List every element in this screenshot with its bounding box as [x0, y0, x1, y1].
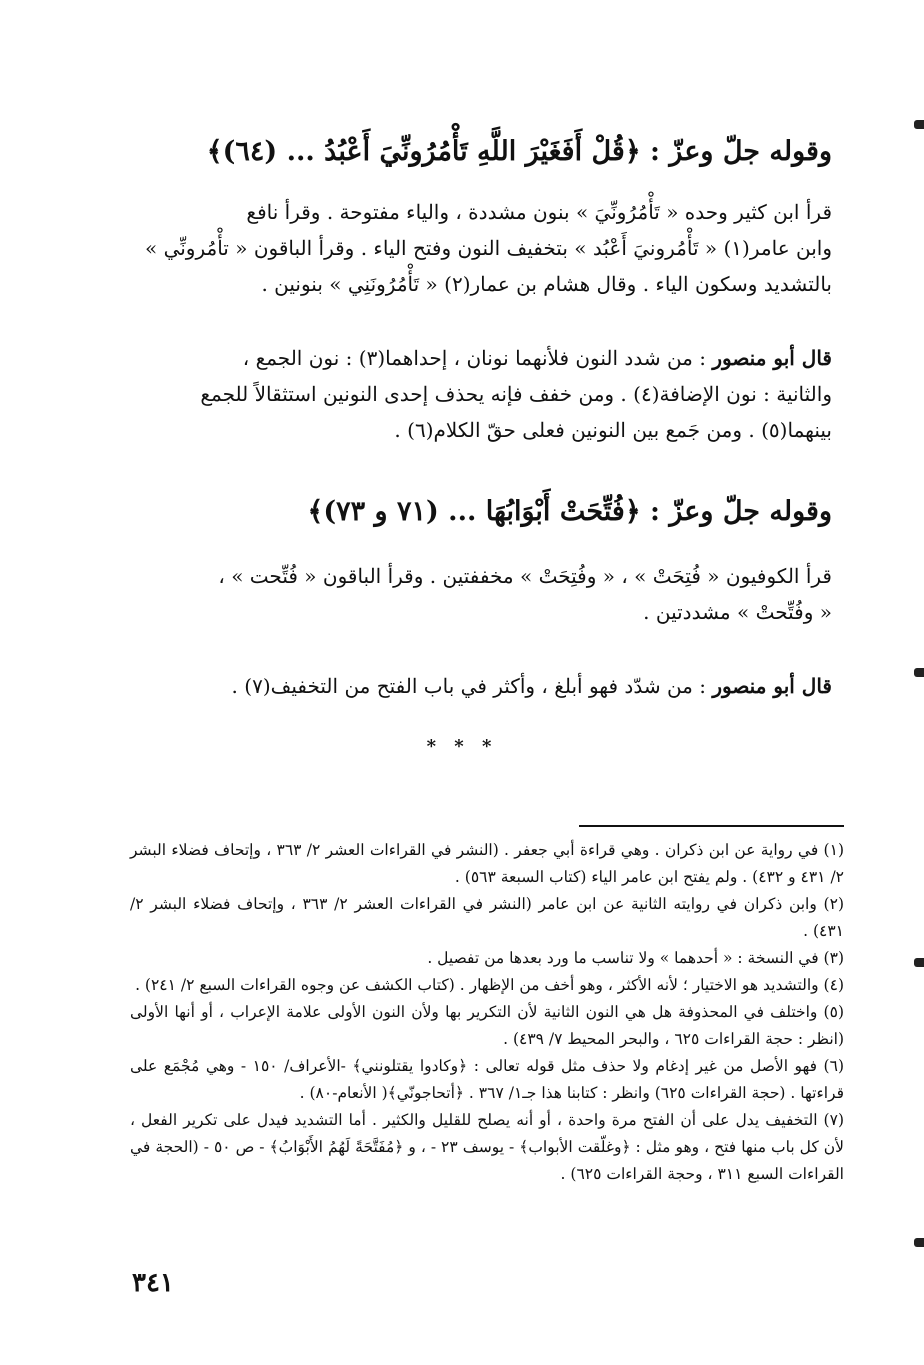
verse-heading-71-73: وقوله جلّ وعزّ : ﴿فُتِّحَتْ أَبْوَابُهَا ... (٧١ و ٧٣)﴾ [307, 496, 832, 527]
footnote: (٧) التخفيف يدل على أن الفتح مرة واحدة ، أو أنه يصلح للقليل والكثير . أما التشديد فيدل على تكرير الفعل ، لأن كل باب منها فتح ، وهو مثل : ﴿وغلّقت الأبواب﴾ - يوسف ٢٣ - ، و ﴿مُفَتَّحَةً لَهُمُ الأَبْوَابُ﴾ - ص ٥٠ - (الحجة في القراءات السبع ٣١١ ، وحجة القراءات ٦٢٥) . [130, 1111, 844, 1183]
paragraph-text: : من شدد النون فلأنهما نونان ، إحداهما(٣) : نون الجمع ، [242, 346, 713, 370]
footnote: (٣) في النسخة : « أحدهما » ولا تناسب ما ورد بعدها من تفصيل . [427, 949, 844, 967]
speaker-label: قال أبو منصور [712, 346, 832, 370]
footnote: (٢) وابن ذكران في روايته الثانية عن ابن عامر (النشر في القراءات العشر ٢/ ٣٦٣ ، وإتحاف فضلاء البشر ٢/ ٤٣١) . [130, 895, 844, 940]
paragraph-readings-64 [118, 194, 832, 302]
paragraph-line: « وفُتِّحتْ » مشددتين . [643, 600, 832, 624]
footnote: (١) في رواية عن ابن ذكران . وهي قراءة أبي جعفر . (النشر في القراءات العشر ٢/ ٣٦٣ ، وإتحاف فضلاء البشر ٢/ ٤٣١ و ٤٣٢) . ولم يفتح ابن عامر الياء (كتاب السبعة ٥٦٣) . [130, 841, 844, 886]
scan-edge-mark [914, 668, 924, 677]
paragraph-text: : من شدّد فهو أبلغ ، وأكثر في باب الفتح من التخفيف(٧) . [231, 674, 713, 698]
footnote-divider [579, 825, 844, 827]
footnotes [130, 837, 844, 1188]
footnote: (٦) فهو الأصل من غير إدغام ولا حذف مثل قوله تعالى : ﴿وكادوا يقتلونني﴾ -الأعراف/ ١٥٠ - وهي مُجْمَع على قراءتها . (حجة القراءات ٦٢٥) وانظر : كتابنا هذا جـ١/ ٣٦٧ . ﴿أتحاجونّي﴾( الأنعام-٨٠) . [130, 1057, 844, 1102]
paragraph-line: بالتشديد وسكون الياء . وقال هشام بن عمار(٢) « تَأْمُرُونَنِي » بنونين . [261, 272, 832, 296]
paragraph-readings-71 [118, 558, 832, 630]
paragraph-line: وابن عامر(١) « تَأْمُرونيَ أَعْبُد » بتخفيف النون وفتح الياء . وقرأ الباقون « تأْمُرونِّي » [144, 236, 832, 260]
paragraph-line: والثانية : نون الإضافة(٤) . ومن خفف فإنه يحذف إحدى النونين استثقالاً للجمع [200, 382, 832, 406]
page-number: ٣٤١ [132, 1268, 174, 1298]
paragraph-line: بينهما(٥) . ومن جَمع بين النونين فعلى حقّ الكلام(٦) . [394, 418, 832, 442]
footnote: (٤) والتشديد هو الاختيار ؛ لأنه الأكثر ، وهو أخف من الإظهار . (كتاب الكشف عن وجوه القراءات السبع ٢/ ٢٤١) . [135, 976, 844, 994]
speaker-label: قال أبو منصور [712, 674, 832, 698]
paragraph-line [118, 340, 832, 376]
paragraph-abu-mansur-1 [118, 340, 832, 448]
paragraph-line: قرأ ابن كثير وحده « تَأْمُرُونِّيَ » بنون مشددة ، والياء مفتوحة . وقرأ نافع [246, 200, 832, 224]
scan-edge-mark [914, 958, 924, 967]
scan-edge-mark [914, 120, 924, 129]
verse-heading-64: وقوله جلّ وعزّ : ﴿قُلْ أَفَغَيْرَ اللَّهِ تَأْمُرُونِّيَ أَعْبُدُ ... (٦٤)﴾ [206, 136, 832, 167]
section-separator: * * * [426, 736, 498, 757]
scan-edge-mark [914, 1238, 924, 1247]
paragraph-line: قرأ الكوفيون « فُتِحَتْ » ، « وفُتِحَتْ » مخففتين . وقرأ الباقون « فُتِّحت » ، [218, 564, 832, 588]
paragraph-line [118, 668, 832, 704]
footnote: (٥) واختلف في المحذوفة هل هي النون الثانية لأن التكرير بها ولأن النون الأولى علامة الإعراب ، أو أنها الأولى (انظر : حجة القراءات ٦٢٥ ، والبحر المحيط ٧/ ٤٣٩) . [130, 1003, 844, 1048]
paragraph-abu-mansur-2 [118, 668, 832, 704]
